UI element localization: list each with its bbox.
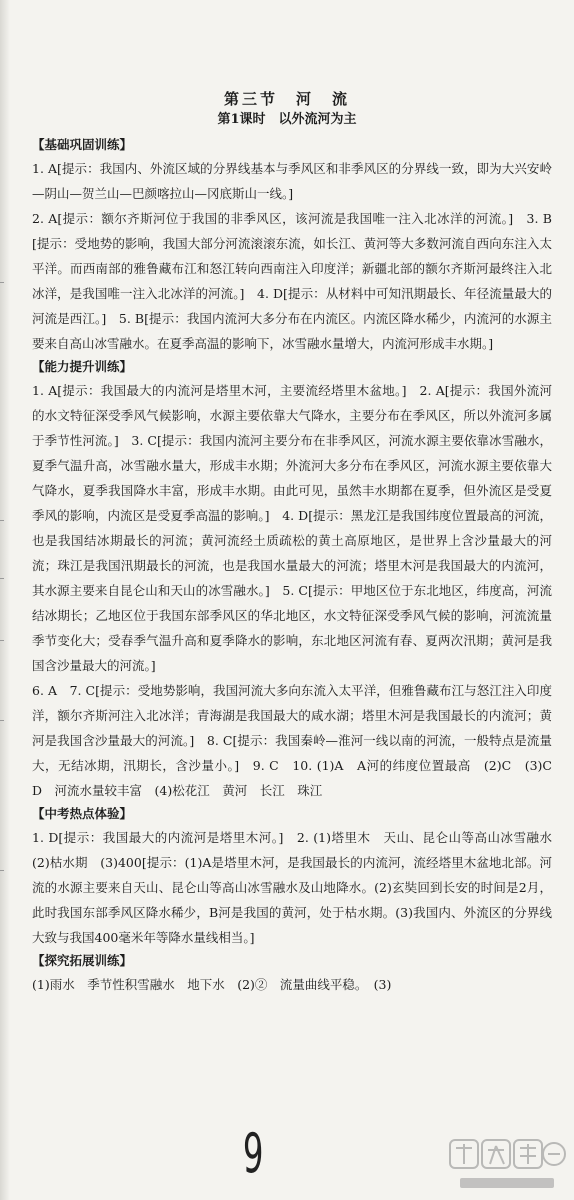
lesson-title: 第1课时 以外流河为主 (217, 112, 357, 127)
ability-paragraph-1: 1. A[提示：我国最大的内流河是塔里木河，主要流经塔里木盆地。] 2. A[提示：我国外流河的水文特征深受季风气候影响，水源主要依靠大气降水，主要分布在季风区，所以外流河多属于季节性河流。] 3. C[提示：我国内流河主要分布在非季风区，河流水源主要依靠冰雪融水，夏季气温升高，冰雪融水量大，形成丰水期；外流河大多分布在季风区，河流水源主要依靠大气降水，夏季我国降水丰富，形成丰水期。由此可见，虽然丰水期都在夏季，但外流区是受夏季风的影响，内流区是受夏季高温的影响。] 4. D[提示：黑龙江是我国纬度位置最高的河流，也是我国结冰期最长的河流；黄河流经土质疏松的黄土高原地区，是世界上含沙量最大的河流；珠江是我国汛期最长的河流，也是我国水量最大的河流；塔里木河是我国最大的内流河，其水源主要来自昆仑山和天山的冰雪融水。] 5. C[提示：甲地区位于东北地区，纬度高，河流结冰期长；乙地区位于我国东部季风区的华北地区，水文特征深受季风气候的影响，河流流量季节变化大；受春季气温升高和夏季降水的影响，东北地区河流有春、夏两次汛期；黄河是我国含沙量最大的河流。] (32, 383, 552, 673)
explore-paragraph-1: (1)雨水 季节性积雪融水 地下水 (2)② 流量曲线平稳。 (3) (32, 977, 392, 992)
heading-explore-training: 【探究拓展训练】 (32, 953, 133, 968)
basic-paragraph-2: 2. A[提示：额尔齐斯河位于我国的非季风区，该河流是我国唯一注入北冰洋的河流。] 3. B[提示：受地势的影响，我国大部分河流滚滚东流，如长江、黄河等大多数河流自西向东注入太平洋。而西南部的雅鲁藏布江和怒江转向西南注入印度洋；新疆北部的额尔齐斯河最终注入北冰洋，是我国唯一注入北冰洋的河流。] 4. D[提示：从材料中可知汛期最长、年径流量最大的河流是西江。] 5. B[提示：我国内流河大多分布在内流区。内流区降水稀少，内流河的水源主要来自高山冰雪融水。在夏季高温的影响下，冰雪融水量增大，内流河形成丰水期。] (32, 211, 552, 351)
answer-body (32, 134, 565, 997)
ability-paragraph-2: 6. A 7. C[提示：受地势影响，我国河流大多向东流入太平洋，但雅鲁藏布江与怒江注入印度洋，额尔齐斯河注入北冰洋；青海湖是我国最大的咸水湖；塔里木河是我国最长的内流河；黄河是我国含沙量最大的河流。] 8. C[提示：我国秦岭—淮河一线以南的河流，一般特点是流量大，无结冰期，汛期长，含沙量小。] 9. C 10. (1)A A河的纬度位置最高 (2)C (3)C D 河流水量较丰富 (4)松花江 黄河 长江 珠江 (32, 683, 565, 798)
handwritten-page-mark: 9 (242, 1122, 264, 1185)
watermark-logo (446, 1134, 568, 1194)
basic-paragraph-1: 1. A[提示：我国内、外流区域的分界线基本与季风区和非季风区的分界线一致，即为大兴安岭—阴山—贺兰山—巴颜喀拉山—冈底斯山一线。] (32, 161, 552, 201)
exam-paragraph-1: 1. D[提示：我国最大的内流河是塔里木河。] 2. (1)塔里木 天山、昆仑山等高山冰雪融水 (2)枯水期 (3)400[提示：(1)A是塔里木河，是我国最长的内流河，流经塔里木盆地北部。河流的水源主要来自天山、昆仑山等高山冰雪融水及山地降水。(2)玄奘回到长安的时间是2月，此时我国东部季风区降水稀少，B河是我国的黄河，处于枯水期。(3)我国内、外流区的分界线大致与我国400毫米年等降水量线相当。] (32, 830, 565, 945)
heading-basic-training: 【基础巩固训练】 (32, 137, 133, 152)
heading-ability-training: 【能力提升训练】 (32, 359, 133, 374)
section-title: 第三节 河 流 (223, 90, 350, 108)
title-block (0, 88, 574, 130)
binding-edge-shadow (0, 0, 10, 1200)
heading-exam-hotspot: 【中考热点体验】 (32, 806, 133, 821)
